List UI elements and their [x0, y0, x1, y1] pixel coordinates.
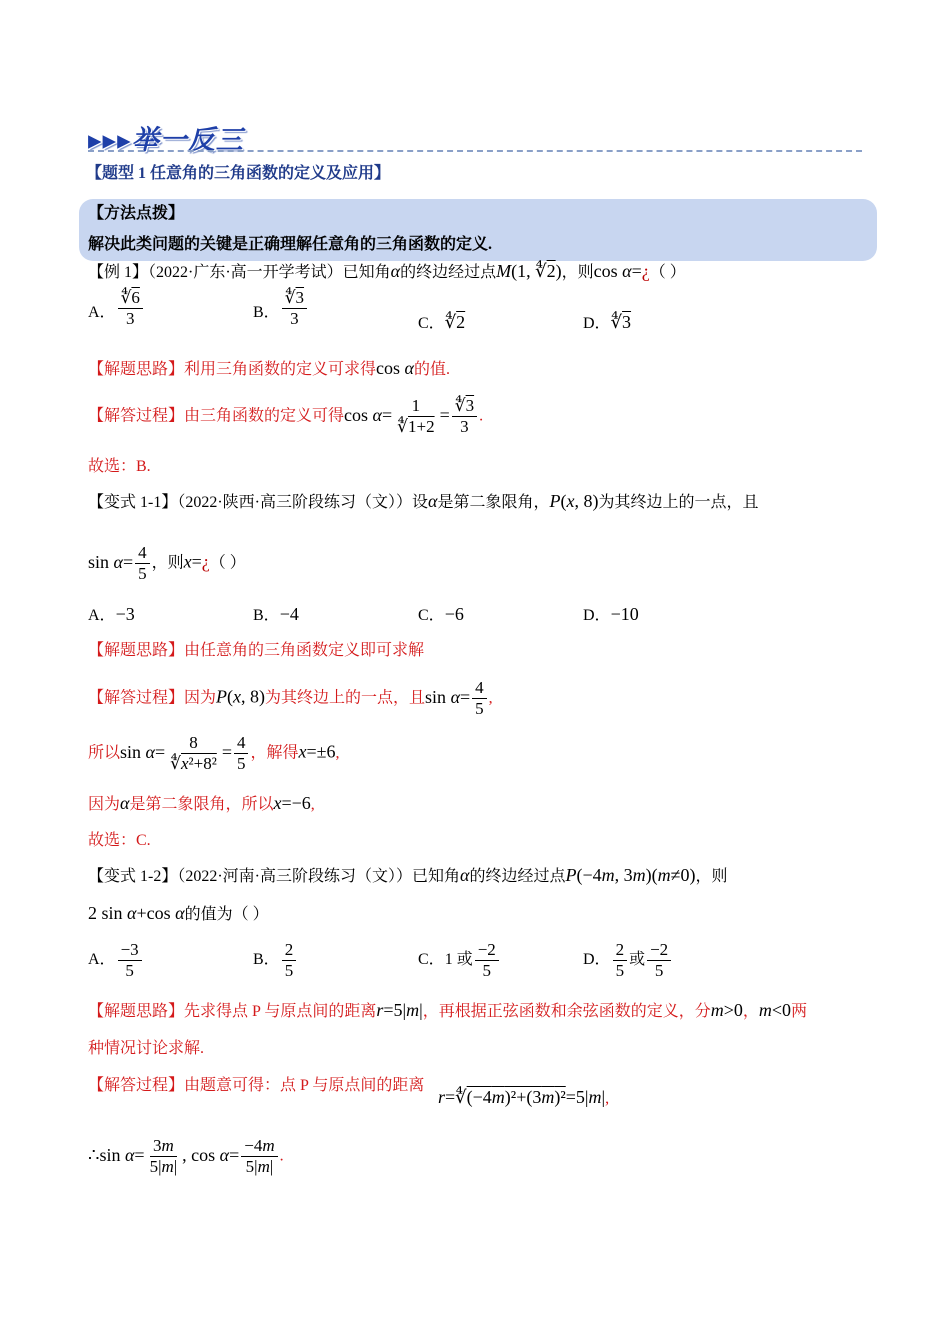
- v12-option-d: D． $\frac{2}{5}$ 或 $\frac{-2}{5}$: [583, 940, 673, 981]
- v12-think-line2: 种情况讨论求解.: [88, 1040, 205, 1057]
- v12-process-line2: ∴sin α= $\frac{3m}{5|m|}$ , cos α= $\frac{-4m}{5|m|}$ .: [88, 1136, 284, 1176]
- v12-stem-line2: 2 sin α+cos α的值为（ ）: [88, 903, 269, 923]
- v12-option-c: C．1 或 $\frac{-2}{5}$: [418, 940, 501, 981]
- banner-title: ▸▸▸举一反三: [88, 125, 244, 156]
- v12-option-b: B． $\frac{2}{5}$: [253, 940, 298, 981]
- method-title: 【方法点拨】: [88, 205, 185, 222]
- ex1-stem: 【例 1】（2022·广东·高一开学考试）已知角α的终边经过点M(1, ∜2)，则cos α=¿（ ）: [88, 261, 686, 281]
- ex1-option-a: A． $\frac{∜6}{3}$: [88, 298, 145, 329]
- ex1-option-d: D．∜3: [583, 312, 632, 332]
- v11-process-line3: 因为α是第二象限角，所以x=−6,: [88, 793, 315, 813]
- ex1-option-b: B． $\frac{∜3}{3}$: [253, 298, 309, 329]
- ex1-stem-text: 【例 1】（2022·广东·高一开学考试）已知角: [88, 264, 391, 281]
- v11-answer: 故选：C.: [88, 832, 151, 849]
- v12-process: 【解答过程】由题意可得：点 P 与原点间的距离: [88, 1077, 425, 1094]
- v11-think: 【解题思路】由任意角的三角函数定义即可求解: [88, 642, 425, 659]
- ex1-process: 【解答过程】由三角函数的定义可得cos α= $\frac{1}{∜1+2}$ = $\frac{∜3}{3}$ .: [88, 396, 484, 436]
- ex1-stem-text-4: （ ）: [649, 264, 686, 281]
- v11-stem-line2: sin α= $\frac{4}{5}$ ，则x=¿（ ）: [88, 543, 246, 583]
- v12-stem: 【变式 1-2】（2022·河南·高三阶段练习（文））已知角α的终边经过点P(−4m, 3m)(m≠0)，则: [88, 865, 728, 885]
- v12-option-a: A． $\frac{-3}{5}$: [88, 940, 144, 981]
- ex1-option-c: C．∜2: [418, 312, 466, 332]
- v11-option-b: B．−4: [253, 604, 299, 624]
- v11-stem: 【变式 1-1】（2022·陕西·高三阶段练习（文））设α是第二象限角，P(x, 8)为其终边上的一点，且: [88, 491, 759, 511]
- method-body: 解决此类问题的关键是正确理解任意角的三角函数的定义.: [88, 236, 493, 253]
- ex1-stem-text-2: 的终边经过点: [400, 264, 497, 281]
- ex1-think: 【解题思路】利用三角函数的定义可求得cos α的值.: [88, 358, 450, 378]
- v11-option-d: D．−10: [583, 604, 639, 624]
- v11-option-a: A．−3: [88, 604, 135, 624]
- v11-process-line2: 所以sin α= $\frac{8}{\text{∜x²+8²}}$ = $\frac{4}{5}$ ，解得x=±6,: [88, 733, 340, 773]
- v12-think: 【解题思路】先求得点 P 与原点间的距离r=5|m|，再根据正弦函数和余弦函数的定义，分m>0，m<0两: [88, 1000, 808, 1020]
- ex1-answer: 故选：B.: [88, 458, 151, 475]
- v11-process: 【解答过程】因为P(x, 8)为其终边上的一点，且sin α= $\frac{4}{5}$ ,: [88, 678, 493, 718]
- v12-process-formula: r=∜(−4m)²+(3m)²=5|m|,: [438, 1087, 610, 1107]
- banner-divider: [88, 150, 862, 152]
- ex1-stem-text-3: ，则: [561, 264, 594, 281]
- topic-title: 【题型 1 任意角的三角函数的定义及应用】: [86, 165, 391, 182]
- v11-option-c: C．−6: [418, 604, 464, 624]
